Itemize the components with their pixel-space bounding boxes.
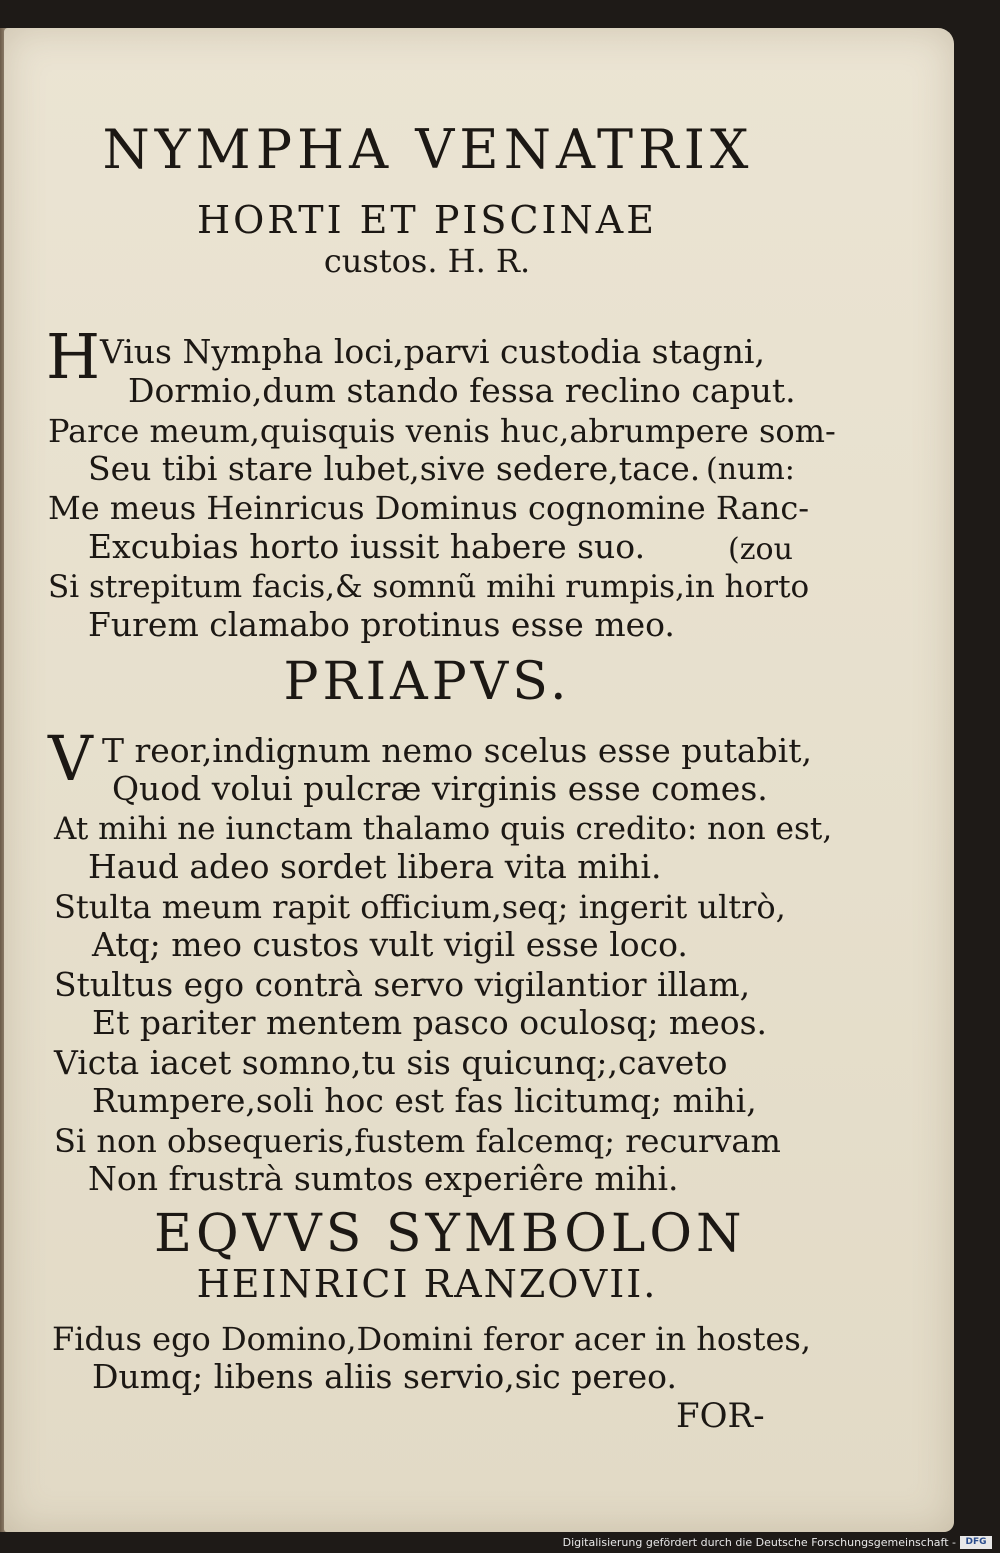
turnover-word: (num: [706, 452, 795, 487]
heading-line-2: HORTI ET PISCINAE [197, 198, 657, 242]
turnover-word: (zou [728, 532, 793, 567]
verse-line: Si strepitum facis,& somnũ mihi rumpis,in horto [48, 569, 810, 605]
catchword: FOR- [676, 1396, 765, 1436]
verse-line: Atq; meo custos vult vigil esse loco. [92, 925, 688, 964]
drop-initial-v: V [48, 722, 93, 795]
verse-line: T reor,indignum nemo scelus esse putabit, [102, 731, 812, 770]
verse-line: Quod volui pulcræ virginis esse comes. [112, 769, 768, 808]
verse-line: Excubias horto iussit habere suo. [88, 527, 646, 566]
verse-line: Et pariter mentem pasco oculosq; meos. [92, 1003, 768, 1042]
section-subtitle: HEINRICI RANZOVII. [196, 1262, 658, 1306]
footer-credit: Digitalisierung gefördert durch die Deutsche Forschungsgemeinschaft - [562, 1536, 956, 1549]
verse-line: Victa iacet somno,tu sis quicunq;,caveto [54, 1043, 728, 1082]
drop-initial-h: H [46, 320, 101, 393]
section-title-priapus: PRIAPVS. [283, 652, 571, 712]
verse-line: Stulta meum rapit officium,seq; ingerit ultrò, [54, 888, 786, 926]
verse-line: Seu tibi stare lubet,sive sedere,tace. [88, 449, 701, 488]
verse-line: Vius Nympha loci,parvi custodia stagni, [100, 332, 765, 371]
verse-line: Dumq; libens aliis servio,sic pereo. [92, 1357, 677, 1396]
verse-line: Si non obsequeris,fustem falcemq; recurvam [54, 1122, 781, 1160]
heading-line-1: NYMPHA VENATRIX [102, 118, 754, 181]
verse-line: Parce meum,quisquis venis huc,abrumpere som- [48, 412, 836, 450]
verse-line: Me meus Heinricus Dominus cognomine Ranc- [48, 489, 810, 527]
verse-line: At mihi ne iunctam thalamo quis credito: non est, [54, 811, 833, 847]
verse-line: Haud adeo sordet libera vita mihi. [88, 847, 662, 886]
book-page [4, 28, 954, 1532]
page-text-block [4, 28, 954, 1532]
dfg-logo: DFG [960, 1536, 992, 1549]
verse-line: Furem clamabo protinus esse meo. [88, 605, 675, 644]
heading-line-3: custos. H. R. [323, 242, 531, 280]
verse-line: Stultus ego contrà servo vigilantior illam, [54, 965, 751, 1004]
section-title-equus: EQVVS SYMBOLON [154, 1204, 746, 1264]
verse-line: Rumpere,soli hoc est fas licitumq; mihi, [92, 1081, 757, 1120]
verse-line: Dormio,dum stando fessa reclino caput. [128, 371, 796, 410]
verse-line: Non frustrà sumtos experiêre mihi. [88, 1159, 679, 1198]
digitization-footer [0, 1532, 1000, 1553]
verse-line: Fidus ego Domino,Domini feror acer in hostes, [52, 1320, 811, 1358]
